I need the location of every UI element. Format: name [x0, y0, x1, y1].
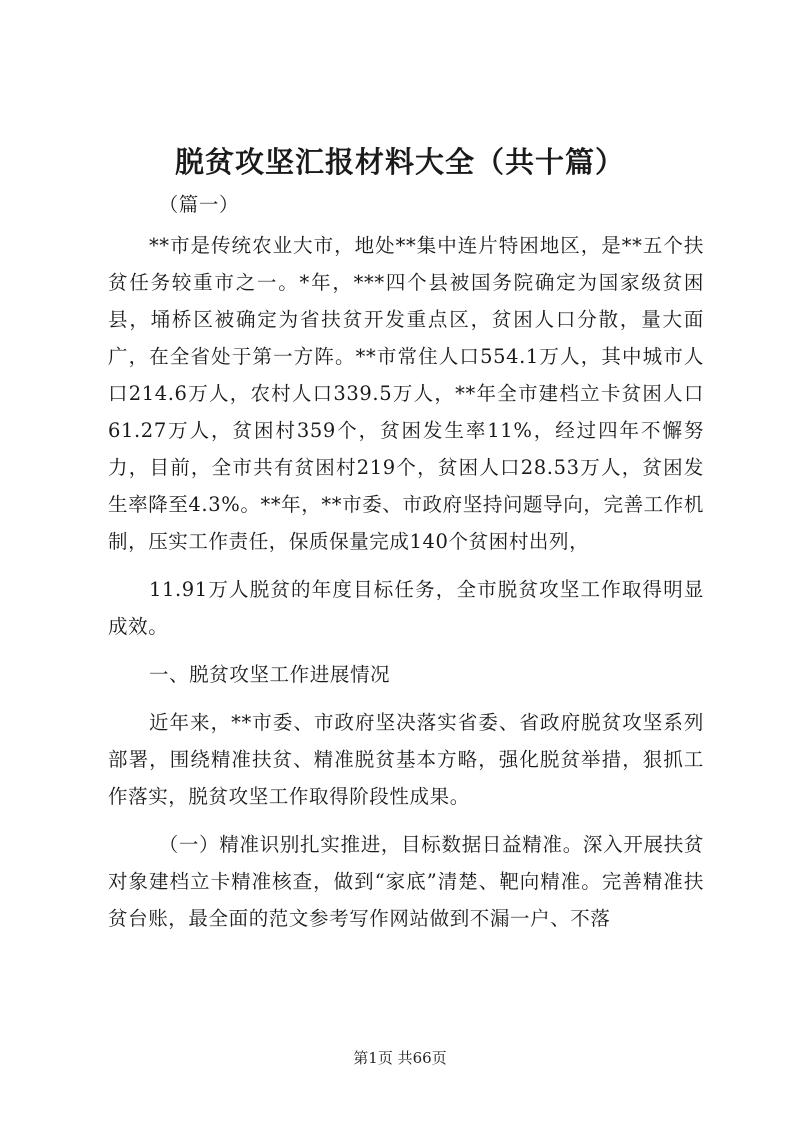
- document-body: [108, 190, 704, 948]
- paragraph-identification: （一）精准识别扎实推进，目标数据日益精准。深入开展扶贫对象建档立卡精准核查，做到“家底”清楚、靶向精准。完善精准扶贫台账，最全面的范文参考写作网站做到不漏一户、不落: [108, 833, 704, 930]
- page-footer: 第1页 共66页: [353, 1049, 447, 1067]
- part-label: （篇一）: [158, 193, 240, 216]
- document-title: 脱贫攻坚汇报材料大全（共十篇）: [174, 145, 625, 179]
- paragraph-target: 11.91万人脱贫的年度目标任务，全市脱贫攻坚工作取得明显成效。: [108, 578, 704, 638]
- paragraph-progress: 近年来，**市委、市政府坚决落实省委、省政府脱贫攻坚系列部署，围绕精准扶贫、精准脱贫基本方略，强化脱贫举措，狠抓工作落实，脱贫攻坚工作取得阶段性成果。: [108, 711, 704, 808]
- section-heading: 一、脱贫攻坚工作进展情况: [148, 663, 391, 686]
- paragraph-intro: **市是传统农业大市，地处**集中连片特困地区，是**五个扶贫任务较重市之一。*年，***四个县被国务院确定为国家级贫困县，埇桥区被确定为省扶贫开发重点区，贫困人口分散，量大面广，在全省处于第一方阵。**市常住人口554.1万人，其中城市人口214.6万人，农村人口339.5万人，**年全市建档立卡贫困人口61.27万人，贫困村359个，贫困发生率11%，经过四年不懈努力，目前，全市共有贫困村219个，贫困人口28.53万人，贫困发生率降至4.3%。**年，**市委、市政府坚持问题导向，完善工作机制，压实工作责任，保质保量完成140个贫困村出列，: [108, 234, 704, 553]
